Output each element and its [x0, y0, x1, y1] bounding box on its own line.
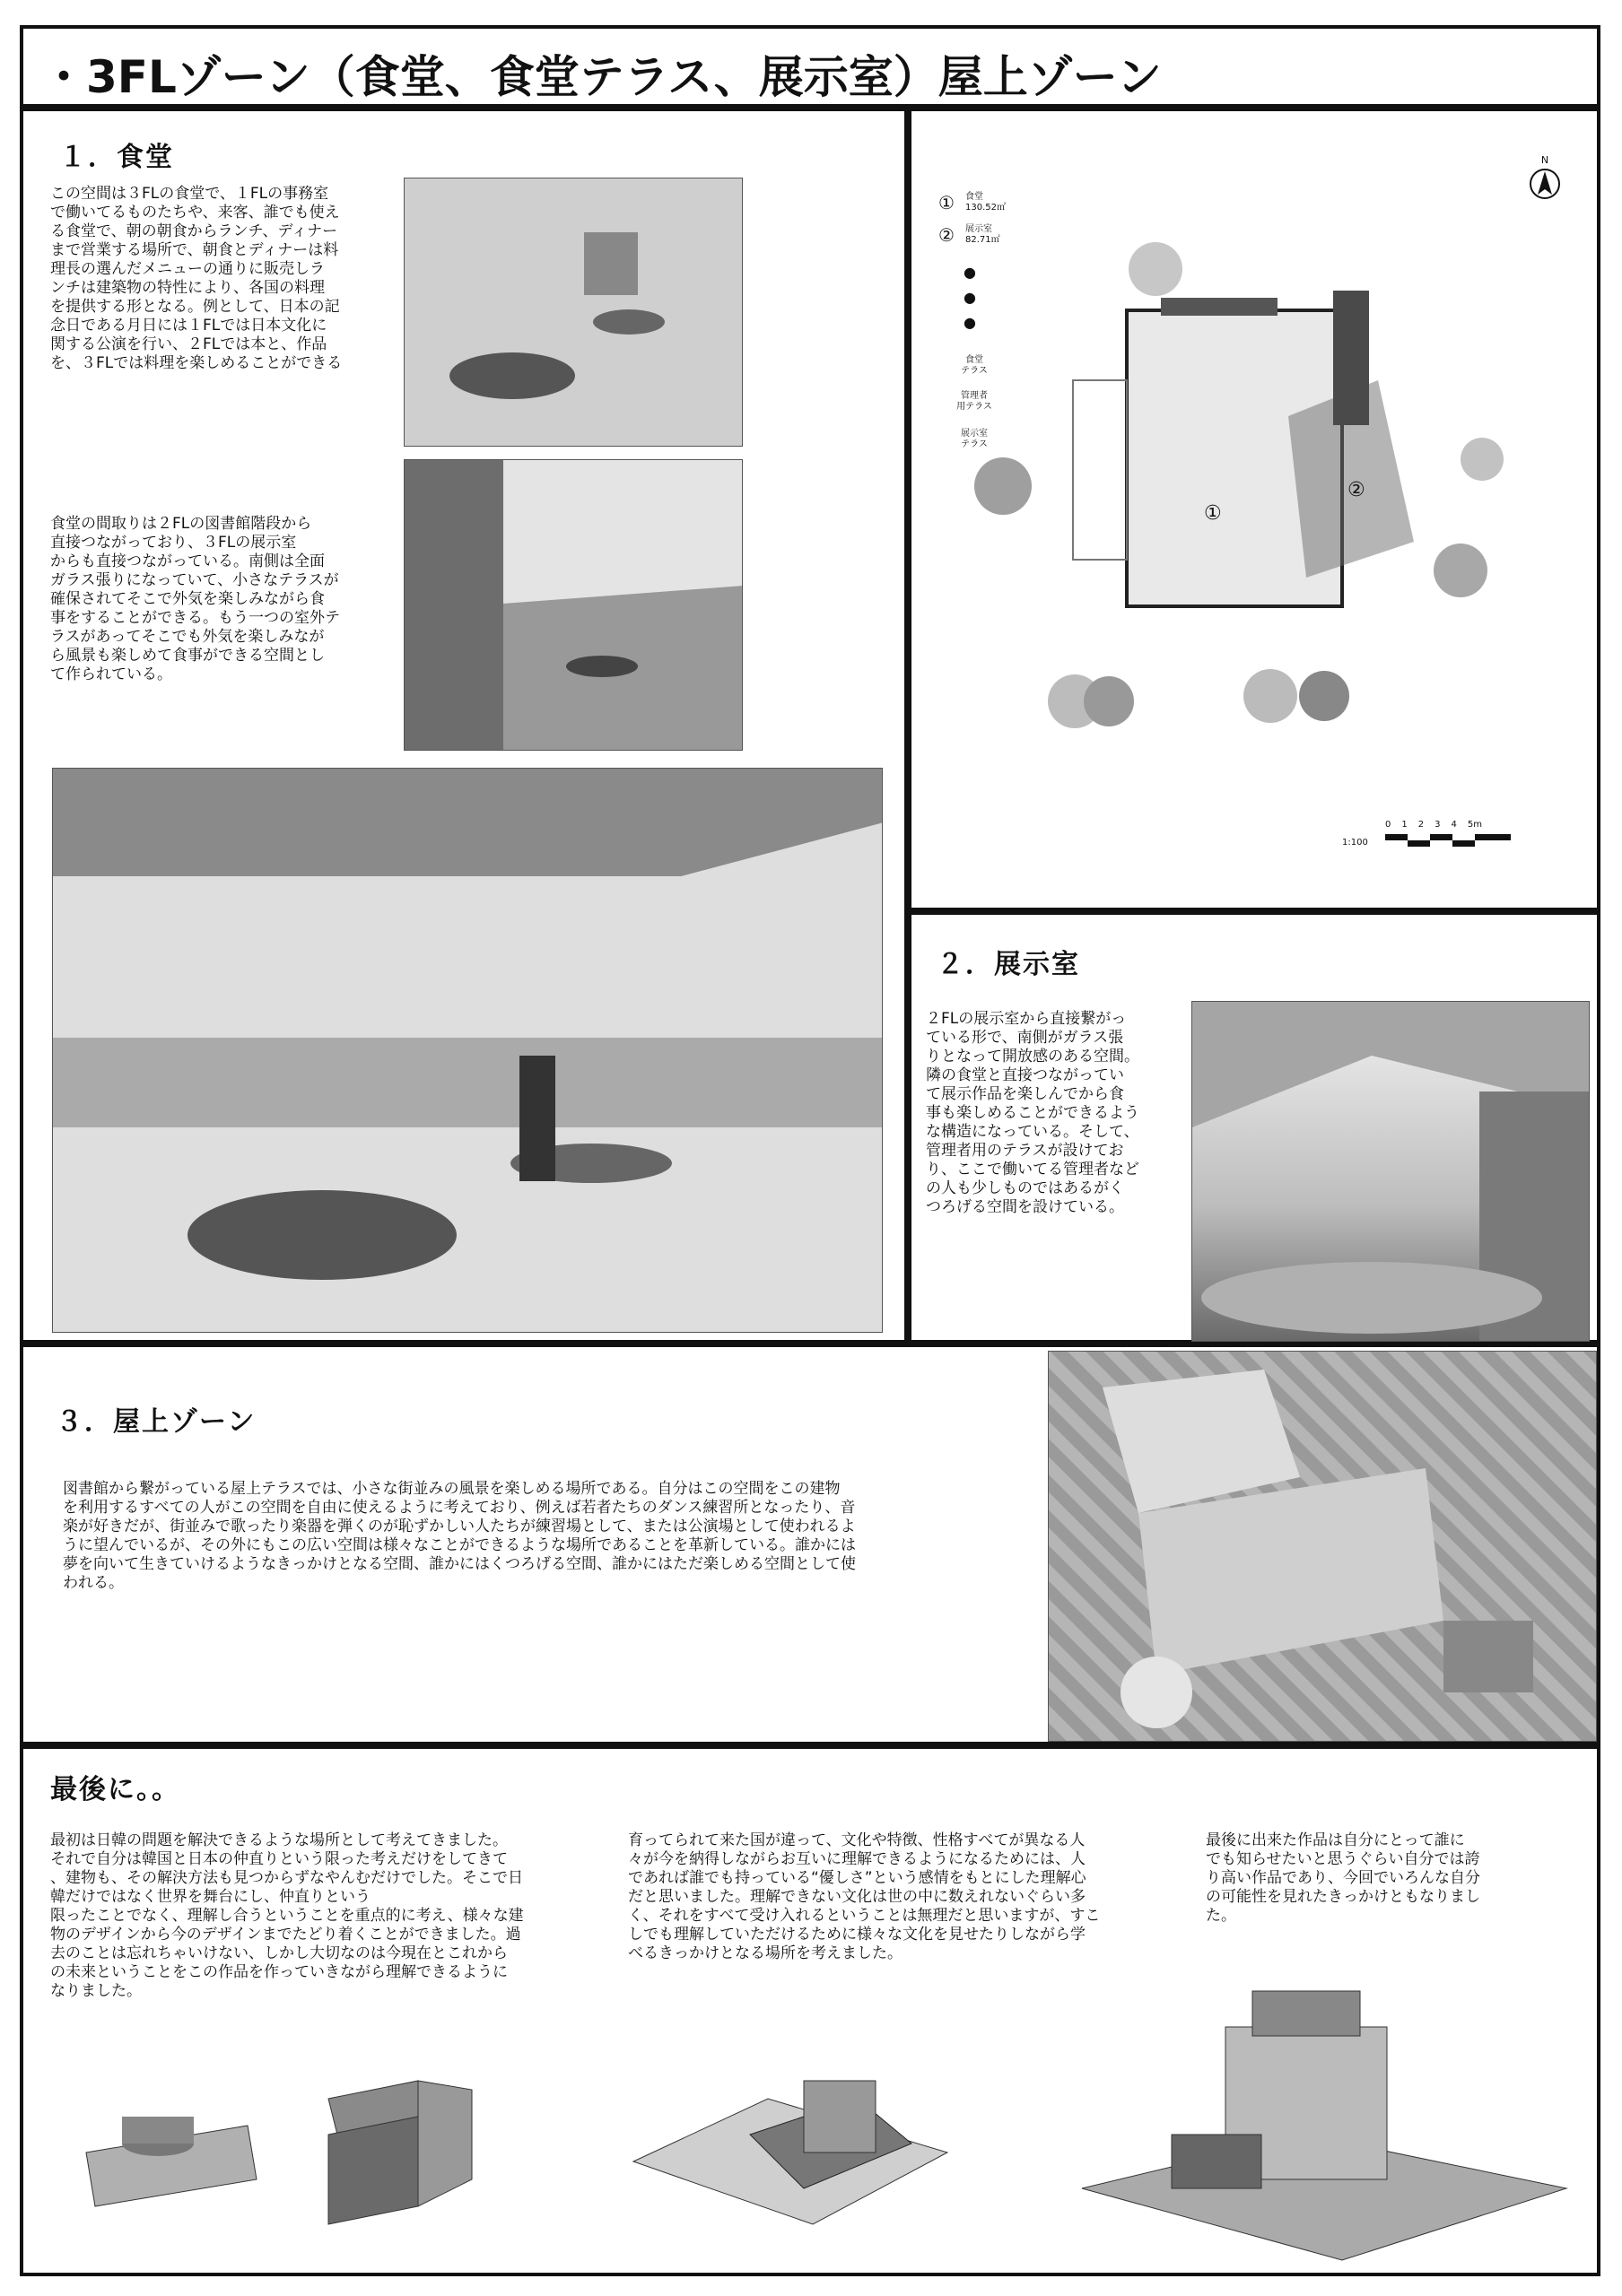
scale-tick: 1 [1401, 820, 1408, 830]
legend-name-1: 食堂 [965, 192, 983, 202]
conclusion-col-2: 育ってられて来た国が違って、文化や特徴、性格すべてが異なる人 々が今を納得しながらお互いに理解できるようになるためには、人 であれば誰でも持っている“優しさ”という感情をもとにした理解心 だと思いました。理解できない文化は世の中に数えれないぐらい多 く、それをすべて受け入れるということは無理だと思いますが、すこ しでも理解していただけるために様々な文化を見せたりしながら学 べるきっかけとなる場所を考えました。 [628, 1831, 1101, 1962]
tree-8 [1461, 438, 1504, 481]
conclusion-heading: 最後に。。 [50, 1774, 180, 1805]
label-dining-terrace: 食堂 テラス [961, 355, 988, 376]
model-2 [328, 2081, 472, 2224]
scale-tick: 5m [1467, 820, 1482, 830]
section-rooftop [20, 1344, 1600, 1745]
tree-5 [1243, 669, 1297, 723]
title-bar [20, 25, 1600, 108]
scale-tick: 3 [1435, 820, 1441, 830]
exhibition-heading: ２．展示室 [937, 949, 1080, 980]
model-3 [633, 2081, 947, 2224]
legend-row [938, 224, 1046, 246]
dining-text-2: 食堂の間取りは２FLの図書館階段から 直接つながっており、３FLの展示室 からも直接つながっている。南側は全面 ガラス張りになっていて、小さなテラスが 確保されてそこで外気を楽しみながら食 事をすることができる。もう一つの室外テ ラスがあってそこでも外気を楽しみなが ら風景も楽しめて食事ができる空間とし て作られている。 [50, 515, 340, 683]
model-4 [1082, 1991, 1566, 2260]
scale-tick: 2 [1417, 820, 1425, 830]
conclusion-col-3: 最後に出来た作品は自分にとって誰に でも知らせたいと思うぐらい自分では誇 り高い作品であり、今回でいろんな自分 の可能性を見れたきっかけともなりまし た。 [1206, 1831, 1480, 1925]
label-exhibition-terrace: 展示室 テラス [961, 429, 988, 449]
tree-7 [1434, 544, 1487, 597]
room-mark-exhibition: ② [1347, 479, 1365, 501]
scale-tick: 4 [1451, 820, 1457, 830]
legend-num-2: ② [938, 224, 955, 246]
dining-terrace-render [404, 459, 743, 751]
plan-terrace [1073, 380, 1127, 560]
legend-area-1: 130.52㎡ [965, 203, 1006, 213]
scale-tick: 0 [1385, 820, 1391, 830]
tree-4 [1084, 676, 1134, 726]
page-title: ・3FLゾーン（食堂、食堂テラス、展示室）屋上ゾーン [41, 51, 1162, 103]
rooftop-heading: ３．屋上ゾーン [56, 1406, 257, 1438]
model-1 [86, 2117, 257, 2206]
legend-area-2: 82.71㎡ [965, 235, 1000, 245]
tree-6 [1299, 671, 1349, 721]
scale-bar [1342, 820, 1548, 856]
scale-label: 1:100 [1342, 838, 1368, 848]
rooftop-aerial-render [1048, 1351, 1597, 1742]
room-mark-dining: ① [1204, 502, 1222, 525]
section-dining [20, 108, 908, 1344]
tree-2 [974, 457, 1032, 515]
legend-num-1: ① [938, 192, 955, 213]
label-manager-terrace: 管理者 用テラス [956, 391, 992, 412]
section-conclusion [20, 1745, 1600, 2276]
dining-heading: １．食堂 [59, 142, 174, 173]
legend-row [938, 192, 1046, 213]
floor-plan-panel [908, 108, 1600, 911]
north-arrow [1529, 154, 1561, 203]
conclusion-col-1: 最初は日韓の問題を解決できるような場所として考えてきました。 それで自分は韓国と日本の仲直りという限った考えだけをしてきて 、建物も、その解決方法も見つからずなやんむだけでした。そこで日 韓だけではなく世界を舞台にし、仲直りという 限ったことでなく、理解し合うということを重点的に考え、様々な建 物のデザインから今のデザインまでたどり着くことができました。過 去のことは忘れちゃいけない、しかし大切なのは今現在とこれから の未来ということをこの作品を作っていきながら理解できるように なりました。 [50, 1831, 524, 2000]
rooftop-text: 図書館から繋がっている屋上テラスでは、小さな街並みの風景を楽しめる場所である。自分はこの空間をこの建物 を利用するすべての人がこの空間を自由に使えるように考えており、例えば若者たちのダンス練習所となったり、音 楽が好きだが、街並みで歌ったり楽器を弾くのが恥ずかしい人たちが練習場として、または公演場として使われるよ うに望んでいるが、その外にもこの広い空間は様々なことができるような場所であることを革新している。誰かには 夢を向いて生きていけるようなきっかけとなる空間、誰かにはくつろげる空間、誰かにはただ楽しめる空間として使 われる。 [63, 1480, 856, 1592]
plan-legend [938, 192, 1046, 335]
exhibition-render [1191, 1001, 1590, 1342]
exhibition-text: ２FLの展示室から直接繋がっ ている形で、南側がガラス張 りとなって開放感のある空間。 隣の食堂と直接つながってい て展示作品を楽しんでから食 事も楽しめることができるよう な構造になっている。そして、 管理者用のテラスが設けてお り、ここで働いてる管理者など の人も少しものではあるがく つろげる空間を設けている。 [926, 1010, 1139, 1216]
plan-dark-block [1161, 298, 1278, 316]
dining-interior-render [404, 178, 743, 447]
dining-text-1: この空間は３FLの食堂で、１FLの事務室 で働いてるものたちや、来客、誰でも使え る食堂で、朝の朝食からランチ、ディナー まで営業する場所で、朝食とディナーは料 理長の選んだメニューの通りに販売しラ ンチは建築物の特性により、各国の料理 を提供する形となる。例として、日本の記 念日である月日には１FLでは日本文化に 関する公演を行い、２FLでは本と、作品 を、３FLでは料理を楽しめることができる [50, 185, 343, 372]
tree-1 [1129, 242, 1182, 296]
plan-dark-corner [1333, 291, 1369, 425]
legend-dots: ● ● ● [964, 264, 976, 331]
north-label: N [1540, 154, 1549, 166]
evolution-models [50, 1973, 1575, 2269]
legend-name-2: 展示室 [965, 224, 992, 234]
dining-terrace-large-render [52, 768, 883, 1333]
section-exhibition [908, 911, 1600, 1344]
